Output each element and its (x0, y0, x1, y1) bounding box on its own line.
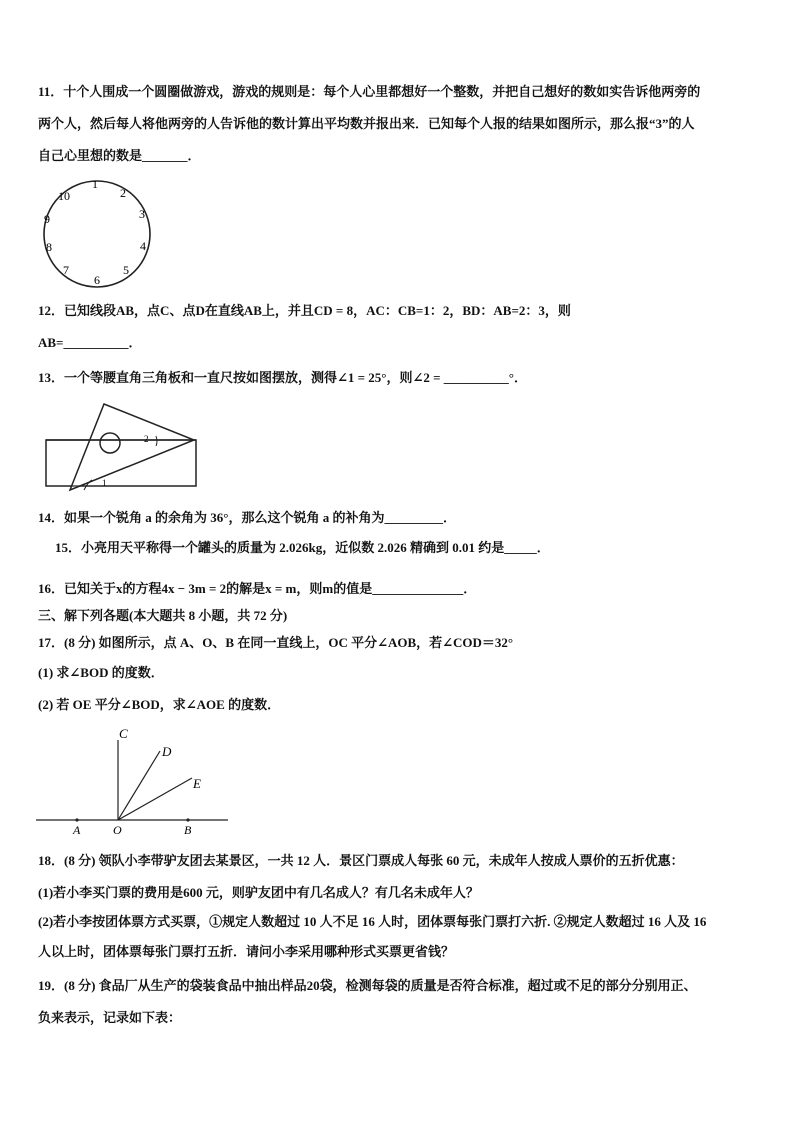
circle-number-3: 3 (139, 207, 145, 221)
label-E: E (193, 776, 201, 791)
q18-line-4: 人以上时，团体票每张门票打五折．请问小李采用哪种形式买票更省钱？ (38, 944, 455, 959)
label-D: D (162, 744, 172, 759)
label-B: B (184, 823, 192, 837)
q19-line-2: 负来表示，记录如下表： (38, 1010, 182, 1025)
q13-ruler-triangle-figure (44, 402, 200, 494)
angle-2-label: 2 (144, 434, 149, 444)
q19-line-1: 19．(8 分) 食品厂从生产的袋装食品中抽出样品20袋，检测每袋的质量是否符合标准，超过或不足的部分分别用正、 (38, 978, 697, 993)
q18-line-2: (1)若小李买门票的费用是600 元，则驴友团中有几名成人？有几名未成年人？ (38, 885, 479, 900)
q18-line-1: 18．(8 分) 领队小李带驴友团去某景区，一共 12 人．景区门票成人每张 60 元，未成年人按成人票价的五折优惠： (38, 853, 684, 868)
q16-line-1: 16．已知关于x的方程4x − 3m = 2的解是x = m，则m的值是______________． (38, 581, 477, 596)
circle-number-6: 6 (94, 273, 100, 287)
point-A (75, 818, 78, 821)
circle-number-2: 2 (120, 186, 126, 200)
q11-line-2: 两个人，然后每人将他两旁的人告诉他的数计算出平均数并报出来．已知每个人报的结果如图所示，那么报“3”的人 (38, 116, 695, 131)
q17-angle-figure (36, 724, 236, 838)
label-C: C (119, 726, 128, 741)
q11-circle-figure (40, 178, 156, 290)
q18-line-3: (2)若小李按团体票方式买票，①规定人数超过 10 人不足 16 人时，团体票每张门票打六折. ②规定人数超过 16 人及 16 (38, 914, 707, 929)
q11-line-3: 自己心里想的数是_______． (38, 148, 201, 163)
point-B (186, 818, 189, 821)
q11-line-1: 11．十个人围成一个圆圈做游戏，游戏的规则是：每个人心里都想好一个整数，并把自己想好的数如实告诉他两旁的 (38, 84, 701, 99)
ray-OD (118, 751, 160, 820)
q13-line-1: 13．一个等腰直角三角板和一直尺按如图摆放，测得∠1 = 25°，则∠2 = __________°． (38, 370, 527, 385)
circle-number-8: 8 (46, 240, 52, 254)
circle-number-5: 5 (123, 263, 129, 277)
circle-number-7: 7 (63, 263, 69, 277)
label-O: O (113, 823, 122, 837)
section-3-title: 三、解下列各题(本大题共 8 小题，共 72 分) (38, 608, 288, 623)
q12-line-2: AB=__________． (38, 335, 142, 350)
circle-number-10: 10 (58, 189, 70, 203)
set-square (70, 404, 194, 490)
circle-number-9: 9 (44, 212, 50, 226)
circle-number-4: 4 (140, 239, 146, 253)
label-A: A (73, 823, 81, 837)
circle-number-1: 1 (92, 178, 98, 191)
q17-sub-2: (2) 若 OE 平分∠BOD，求∠AOE 的度数． (38, 697, 281, 712)
q17-line-1: 17．(8 分) 如图所示，点 A、O、B 在同一直线上，OC 平分∠AOB，若∠COD＝32° (38, 635, 514, 650)
q15-line-1: 15．小亮用天平称得一个罐头的质量为 2.026kg，近似数 2.026 精确到 0.01 约是_____． (55, 540, 550, 555)
q12-line-1: 12．已知线段AB，点C、点D在直线AB上，并且CD = 8，AC：CB=1：2，BD：AB=2：3，则 (38, 303, 571, 318)
ray-OE (118, 778, 192, 820)
q17-sub-1: (1) 求∠BOD 的度数． (38, 665, 164, 680)
angle-1-label: 1 (102, 478, 107, 488)
q14-line-1: 14．如果一个锐角 a 的余角为 36°，那么这个锐角 a 的补角为_________． (38, 510, 456, 525)
